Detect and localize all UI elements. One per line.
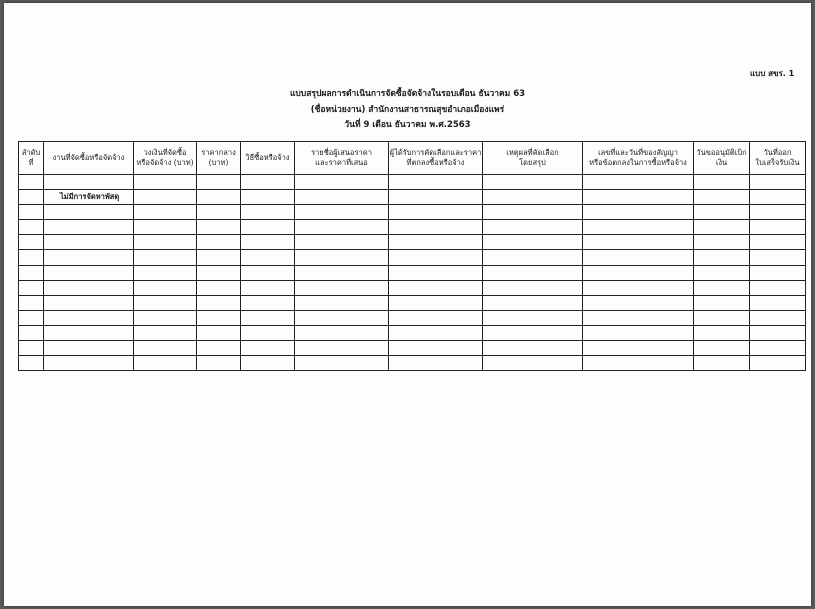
procurement-table (18, 141, 806, 371)
col-header-receipt-date: วันที่ออก ใบเสร็จรับเงิน (750, 142, 806, 175)
table-row (19, 310, 806, 325)
table-row (19, 190, 806, 205)
agency-name: (ชื่อหน่วยงาน) สำนักงานสาธารณสุขอำเภอเมืองแพร่ (310, 105, 505, 115)
document-title: แบบสรุปผลการดำเนินการจัดซื้อจัดจ้างในรอบเดือน ธันวาคม 63 (289, 89, 526, 99)
col-header-reason: เหตุผลที่คัดเลือก โดยสรุป (483, 142, 583, 175)
table-row (19, 205, 806, 220)
table-row (19, 280, 806, 295)
document-date: วันที่ 9 เดือน ธันวาคม พ.ศ.2563 (344, 120, 471, 130)
col-header-method: วิธีซื้อหรือจ้าง (241, 142, 295, 175)
table-row (19, 175, 806, 190)
table-row (19, 235, 806, 250)
col-header-budget: วงเงินที่จัดซื้อ หรือจัดจ้าง (บาท) (134, 142, 197, 175)
no-procurement-note: ไม่มีการจัดหาพัสดุ (44, 190, 134, 205)
document-page (4, 3, 811, 606)
col-header-seq: ลำดับ ที่ (19, 142, 44, 175)
col-header-disbursement-date: วันขออนุมัติเบิก เงิน (694, 142, 750, 175)
col-header-median-price: ราคากลาง (บาท) (197, 142, 241, 175)
col-header-work: งานที่จัดซื้อหรือจัดจ้าง (44, 142, 134, 175)
form-code: แบบ สขร. 1 (750, 69, 795, 78)
col-header-contract: เลขที่และวันที่ของสัญญา หรือข้อตกลงในการซื้อหรือจ้าง (583, 142, 694, 175)
table-row (19, 341, 806, 356)
table-body (19, 175, 806, 371)
col-header-selected: ผู้ได้รับการคัดเลือกและราคา ที่ตกลงซื้อหรือจ้าง (389, 142, 483, 175)
header-row (19, 142, 806, 175)
table-row (19, 325, 806, 340)
table-row (19, 220, 806, 235)
table-row (19, 250, 806, 265)
table-row (19, 265, 806, 280)
table-row (19, 356, 806, 371)
table-row (19, 295, 806, 310)
col-header-bidders: รายชื่อผู้เสนอราคา และราคาที่เสนอ (295, 142, 389, 175)
